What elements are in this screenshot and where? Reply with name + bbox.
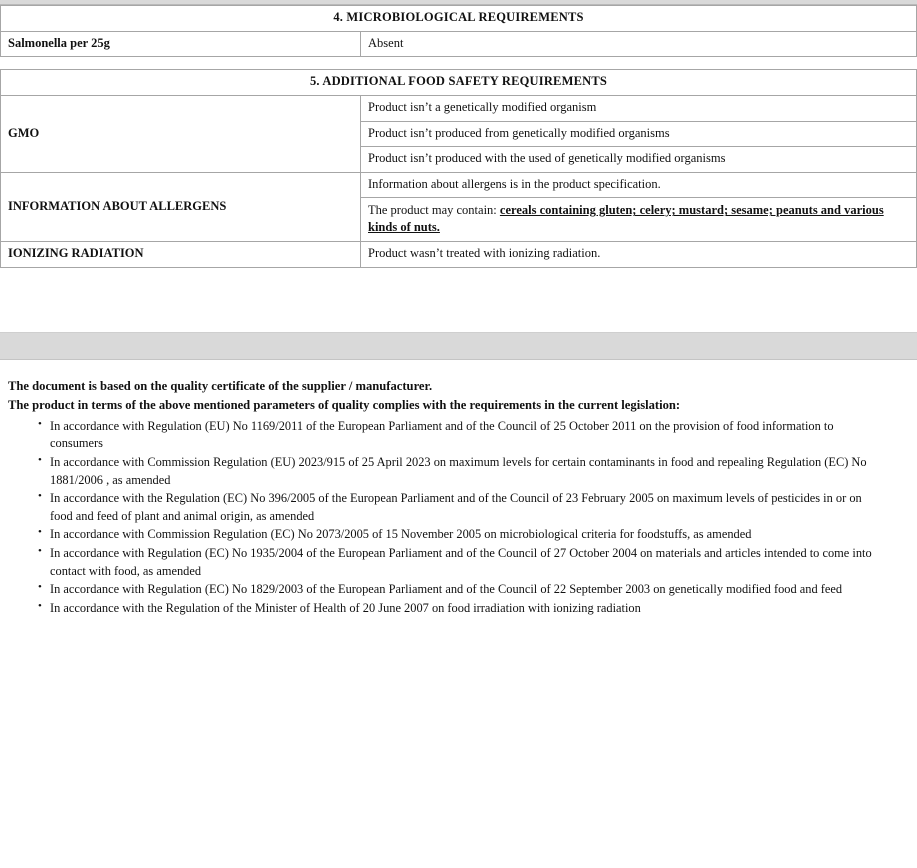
row-value-gmo-1: Product isn’t a genetically modified organism	[361, 95, 917, 121]
section-5-heading: 5. ADDITIONAL FOOD SAFETY REQUIREMENTS	[1, 70, 917, 96]
row-value-ionizing-radiation: Product wasn’t treated with ionizing radiation.	[361, 242, 917, 268]
section-4-heading: 4. MICROBIOLOGICAL REQUIREMENTS	[1, 6, 917, 32]
table-row	[1, 172, 917, 198]
list-item: • In accordance with Regulation (EC) No 1829/2003 of the European Parliament and of the Council of 22 September 2003 on genetically modified food and feed	[38, 581, 883, 599]
row-label-allergens: INFORMATION ABOUT ALLERGENS	[1, 172, 361, 241]
legal-reference-list	[8, 418, 907, 618]
table-row	[1, 95, 917, 121]
legal-footer	[0, 360, 917, 618]
list-item: • In accordance with the Regulation (EC) No 396/2005 of the European Parliament and of the Council of 23 February 2005 on maximum levels of pesticides in or on food and feed of plant and animal origin, as amended	[38, 490, 883, 525]
list-item: • In accordance with Regulation (EC) No 1935/2004 of the European Parliament and of the Council of 27 October 2004 on materials and articles intended to come into contact with food, as amended	[38, 545, 883, 580]
list-item: • In accordance with Commission Regulation (EU) 2023/915 of 25 April 2023 on maximum levels for certain contaminants in food and repealing Regulation (EC) No 1881/2006 , as amended	[38, 454, 883, 489]
allergen-note-emphasis: cereals containing gluten; celery; mustard; sesame; peanuts and various kinds of nuts.	[368, 203, 884, 235]
footer-line-1: The document is based on the quality certificate of the supplier / manufacturer.	[8, 378, 433, 393]
section-heading-row	[1, 70, 917, 96]
section-heading-row	[1, 6, 917, 32]
footer-line-2: The product in terms of the above mentioned parameters of quality complies with the requirements in the current legislation:	[8, 397, 681, 412]
row-value-gmo-3: Product isn’t produced with the used of genetically modified organisms	[361, 147, 917, 173]
list-item: • In accordance with the Regulation of the Minister of Health of 20 June 2007 on food irradiation with ionizing radiation	[38, 600, 883, 618]
document-body	[0, 5, 917, 617]
additional-food-safety-table	[0, 69, 917, 268]
row-label-gmo: GMO	[1, 95, 361, 172]
list-item: • In accordance with Regulation (EU) No 1169/2011 of the European Parliament and of the Council of 25 October 2011 on the provision of food information to consumers	[38, 418, 883, 453]
table-row	[1, 242, 917, 268]
row-value-allergens-info: Information about allergens is in the product specification.	[361, 172, 917, 198]
row-value-gmo-2: Product isn’t produced from genetically modified organisms	[361, 121, 917, 147]
blank-space	[0, 268, 917, 332]
microbiological-requirements-table	[0, 5, 917, 57]
page-separator-band	[0, 332, 917, 360]
section-gap	[0, 57, 917, 69]
list-item: • In accordance with Commission Regulation (EC) No 2073/2005 of 15 November 2005 on microbiological criteria for foodstuffs, as amended	[38, 526, 883, 544]
row-value-allergens-note	[361, 198, 917, 242]
row-label-ionizing-radiation: IONIZING RADIATION	[1, 242, 361, 268]
row-value-salmonella: Absent	[361, 31, 917, 57]
row-label-salmonella: Salmonella per 25g	[1, 31, 361, 57]
allergen-note-prefix: The product may contain:	[368, 203, 500, 218]
table-row	[1, 31, 917, 57]
